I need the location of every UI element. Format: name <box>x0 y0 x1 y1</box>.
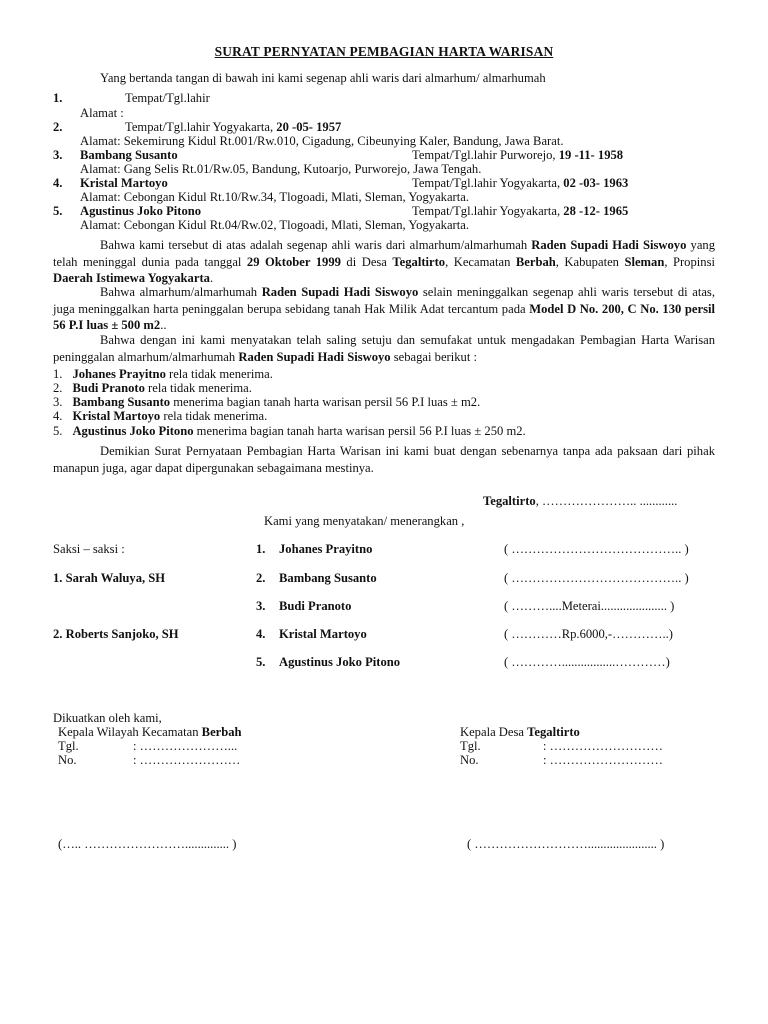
signature-field: ( ………………………………….. ) <box>504 571 689 585</box>
approval-right-no-label: No. <box>460 753 479 767</box>
signer-name: Bambang Susanto <box>279 571 377 585</box>
approval-right-tgl-label: Tgl. <box>460 739 481 753</box>
signer-number: 3. <box>256 599 266 613</box>
heir-name: Bambang Susanto <box>80 148 178 162</box>
approval-left-signature: (….. …………………….............. ) <box>58 837 237 851</box>
heir-number: 3. <box>53 148 63 162</box>
division-item: 3. Bambang Susanto menerima bagian tanah harta warisan persil 56 P.I luas ± m2. <box>53 395 481 409</box>
paragraph-estate: Bahwa almarhum/almarhumah Raden Supadi Hadi Siswoyo selain meninggalkan segenap ahli waris tersebut di atas, juga meninggalkan harta peninggalan berupa sebidang tanah Hak Milik Adat tercantum pada Model D No. 200, C No. 130 persil 56 P.I luas ± 500 m2.. <box>53 285 715 332</box>
approval-right-title: Kepala Desa Tegaltirto <box>460 725 580 739</box>
paragraph-heirs-statement: Bahwa kami tersebut di atas adalah segenap ahli waris dari almarhum/almarhumah Raden Supadi Hadi Siswoyo yang telah meninggal dunia pada tanggal 29 Oktober 1999 di Desa Tegaltirto, Kecamatan Berbah, Kabupaten Sleman, Propinsi Daerah Istimewa Yogyakarta. <box>53 238 715 285</box>
heir-number: 4. <box>53 176 63 190</box>
place-date: Tegaltirto, ………………….. ............ <box>483 494 678 508</box>
signature-field: ( …………Rp.6000,-…………..) <box>504 627 673 641</box>
intro-line: Yang bertanda tangan di bawah ini kami segenap ahli waris dari almarhum/ almarhumah <box>100 71 546 85</box>
signer-name: Agustinus Joko Pitono <box>279 655 401 669</box>
division-item: 5. Agustinus Joko Pitono menerima bagian tanah harta warisan persil 56 P.I luas ± 250 m2. <box>53 424 526 438</box>
signer-number: 5. <box>256 655 266 669</box>
signer-number: 2. <box>256 571 266 585</box>
signature-field: ( ………………………………….. ) <box>504 542 689 556</box>
heir-birth: Tempat/Tgl.lahir Yogyakarta, 20 -05- 1957 <box>125 120 342 134</box>
witness-name: 2. Roberts Sanjoko, SH <box>53 627 179 641</box>
heir-address: Alamat: Cebongan Kidul Rt.04/Rw.02, Tlogoadi, Mlati, Sleman, Yogyakarta. <box>80 218 469 232</box>
approval-left-no-field: : …………………… <box>133 753 241 767</box>
heir-name: Agustinus Joko Pitono <box>80 204 202 218</box>
approval-left-title: Kepala Wilayah Kecamatan Berbah <box>58 725 242 739</box>
heir-name: Kristal Martoyo <box>80 176 168 190</box>
heir-birth: Tempat/Tgl.lahir Purworejo, 19 -11- 1958 <box>412 148 624 162</box>
heir-address: Alamat : <box>80 106 124 120</box>
heir-number: 5. <box>53 204 63 218</box>
signer-name: Budi Pranoto <box>279 599 352 613</box>
declaration-line: Kami yang menyatakan/ menerangkan , <box>264 514 465 528</box>
signer-name: Johanes Prayitno <box>279 542 373 556</box>
division-item: 1. Johanes Prayitno rela tidak menerima. <box>53 367 273 381</box>
approval-right-signature: ( ………………………...................... ) <box>467 837 665 851</box>
signer-number: 4. <box>256 627 266 641</box>
witness-label: Saksi – saksi : <box>53 542 125 556</box>
document-title: SURAT PERNYATAN PEMBAGIAN HARTA WARISAN <box>214 44 554 59</box>
signature-field: ( ………....Meterai..................... ) <box>504 599 675 613</box>
heir-birth: Tempat/Tgl.lahir Yogyakarta, 02 -03- 1963 <box>412 176 629 190</box>
heir-number: 2. <box>53 120 63 134</box>
heir-address: Alamat: Cebongan Kidul Rt.10/Rw.34, Tlogoadi, Mlati, Sleman, Yogyakarta. <box>80 190 469 204</box>
paragraph-agreement: Bahwa dengan ini kami menyatakan telah saling setuju dan semufakat untuk mengadakan Pembagian Harta Warisan peninggalan almarhum/almarhumah Raden Supadi Hadi Siswoyo sebagai berikut : <box>53 333 715 364</box>
paragraph-closing: Demikian Surat Pernyataan Pembagian Harta Warisan ini kami buat dengan sebenarnya tanpa ada paksaan dari pihak manapun juga, agar dapat dipergunakan sebagaimana mestinya. <box>53 444 715 475</box>
division-item: 2. Budi Pranoto rela tidak menerima. <box>53 381 252 395</box>
approval-left-tgl-label: Tgl. <box>58 739 79 753</box>
approval-right-tgl-field: : ……………………… <box>543 739 663 753</box>
heir-number: 1. <box>53 91 63 105</box>
heir-birth: Tempat/Tgl.lahir Yogyakarta, 28 -12- 1965 <box>412 204 629 218</box>
division-item: 4. Kristal Martoyo rela tidak menerima. <box>53 409 268 423</box>
signer-number: 1. <box>256 542 266 556</box>
approval-label: Dikuatkan oleh kami, <box>53 711 162 725</box>
heir-birth: Tempat/Tgl.lahir <box>125 91 210 105</box>
heir-address: Alamat: Gang Selis Rt.01/Rw.05, Bandung, Kutoarjo, Purworejo, Jawa Tengah. <box>80 162 482 176</box>
signature-field: ( ………….................…………) <box>504 655 670 669</box>
signer-name: Kristal Martoyo <box>279 627 367 641</box>
witness-name: 1. Sarah Waluya, SH <box>53 571 166 585</box>
heir-address: Alamat: Sekemirung Kidul Rt.001/Rw.010, Cigadung, Cibeunying Kaler, Bandung, Jawa Barat. <box>80 134 564 148</box>
approval-left-no-label: No. <box>58 753 77 767</box>
approval-left-tgl-field: : …………………... <box>133 739 238 753</box>
approval-right-no-field: : ……………………… <box>543 753 663 767</box>
